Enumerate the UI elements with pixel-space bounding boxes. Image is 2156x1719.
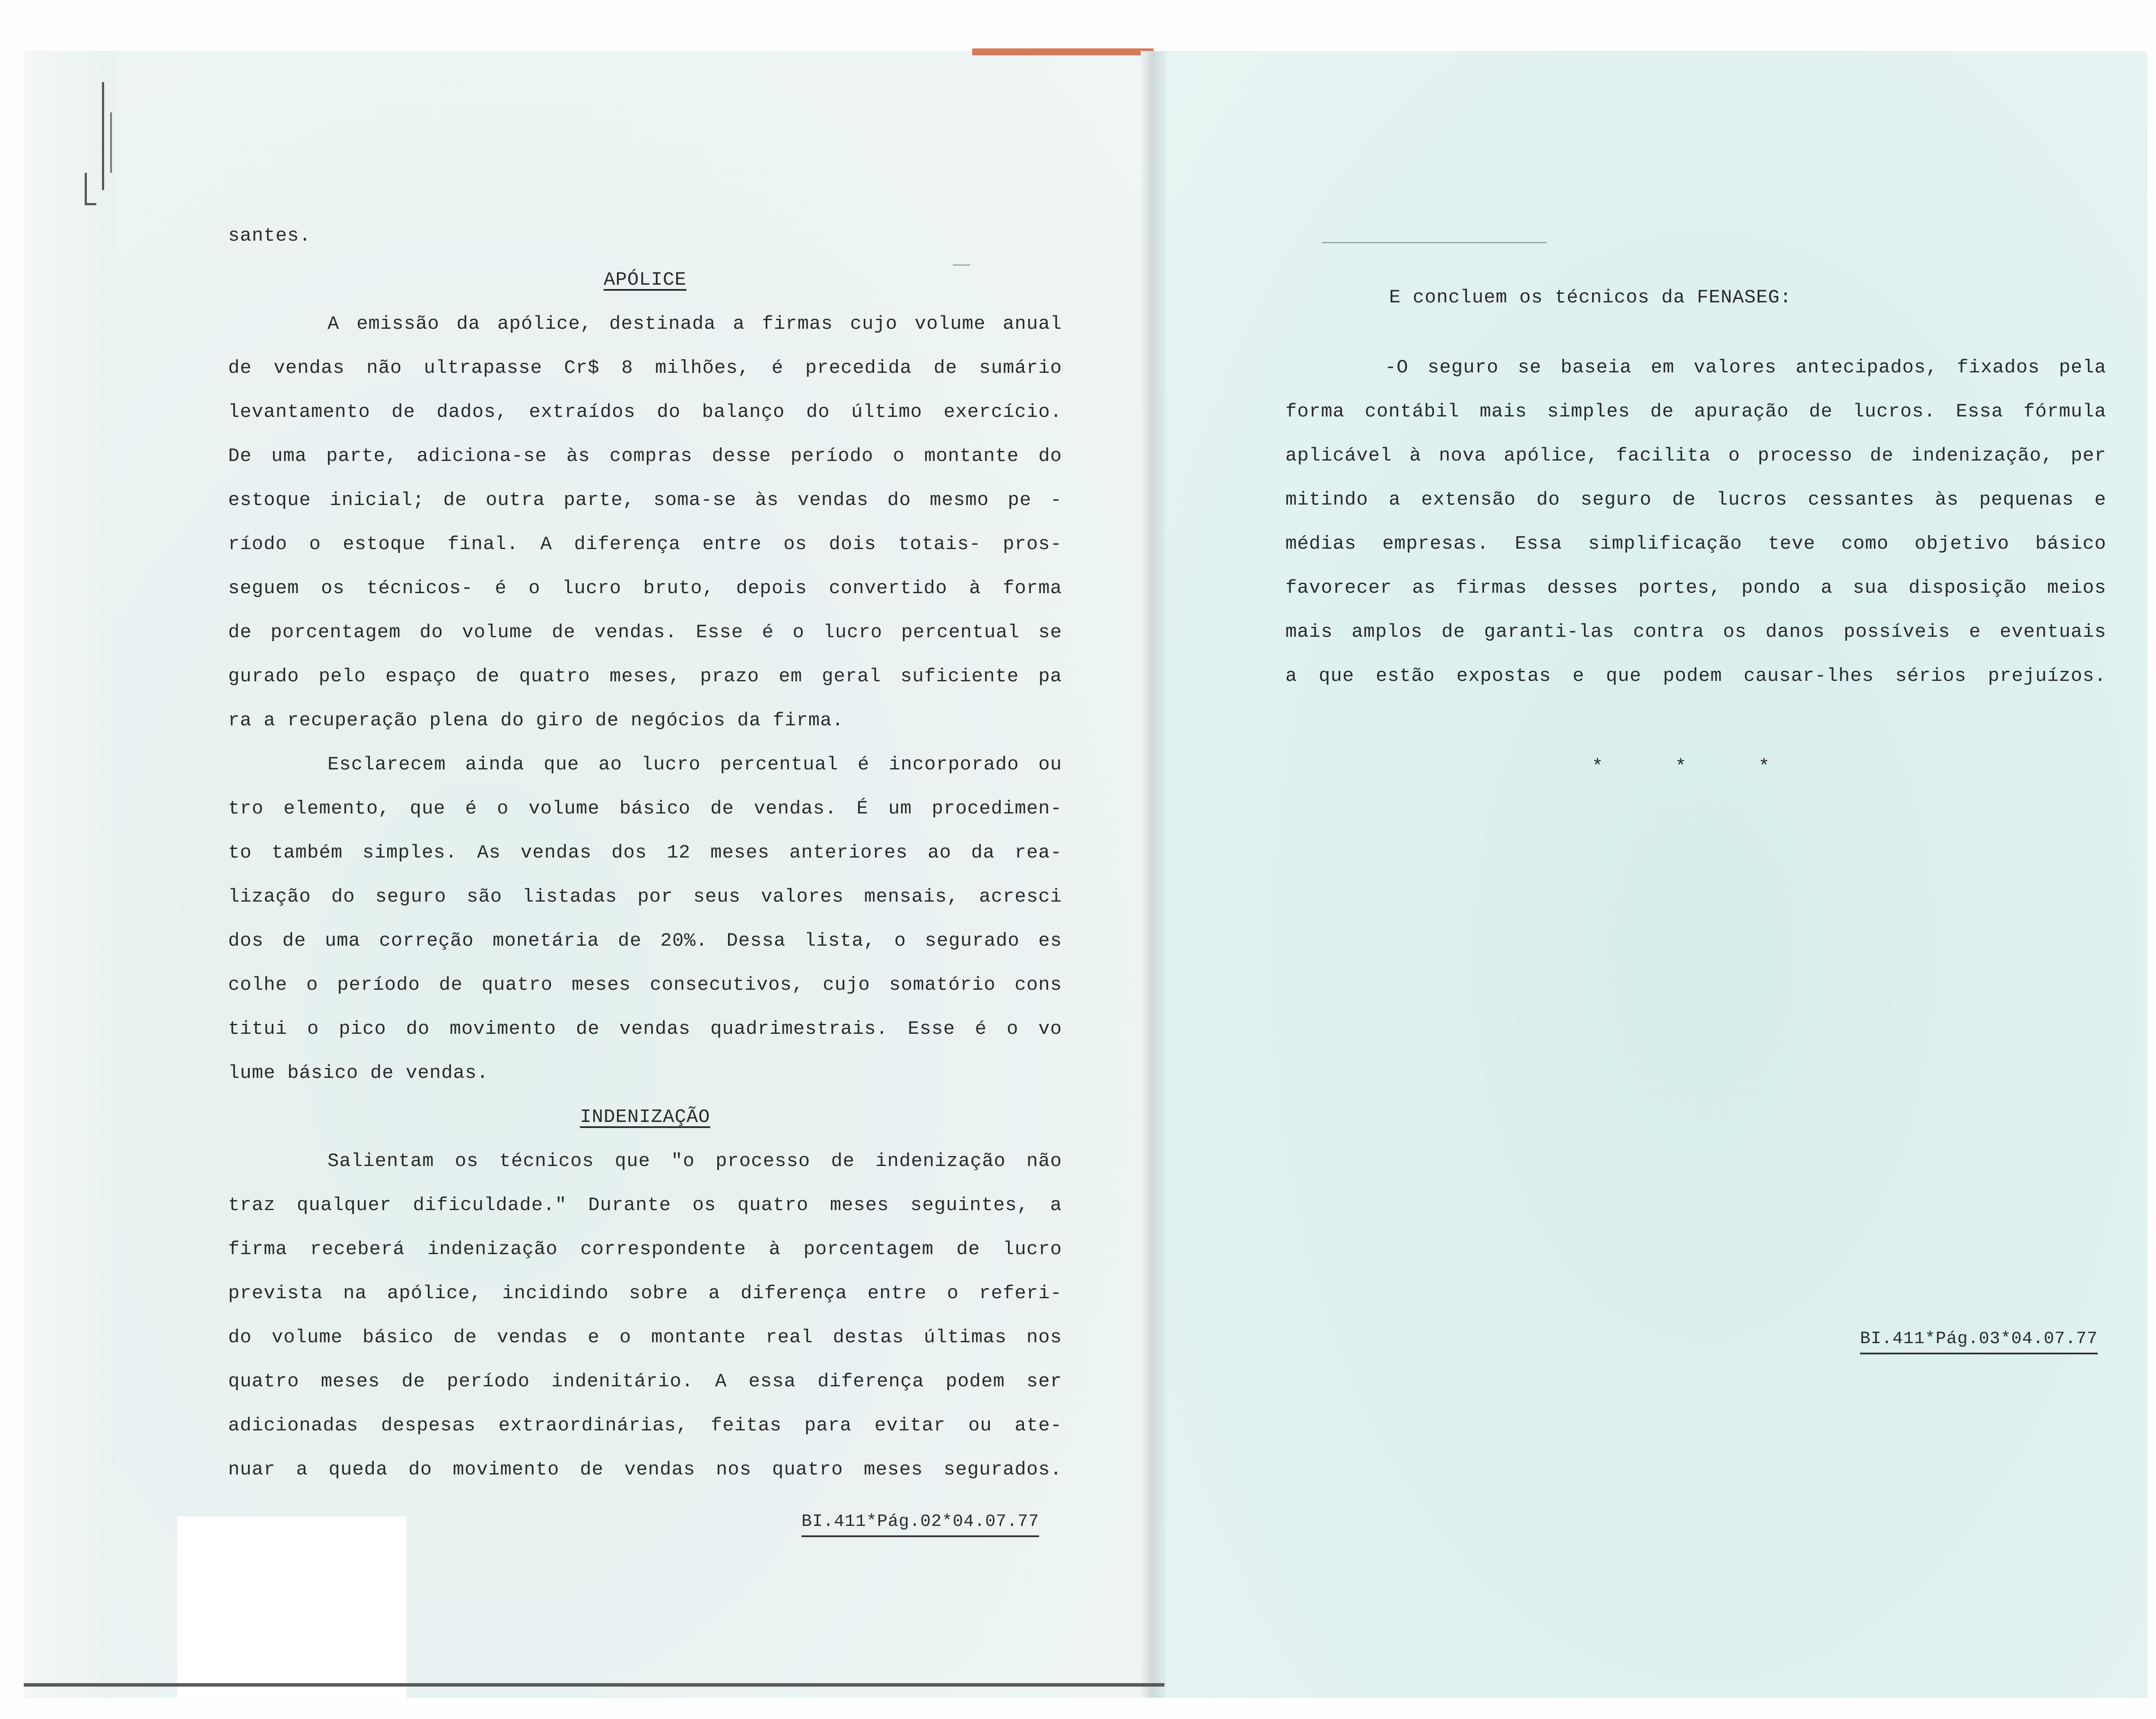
text-line: mitindo a extensão do seguro de lucros cessantes às pequenas e <box>1285 489 2106 511</box>
text-line: médias empresas. Essa simplificação teve como objetivo básico <box>1285 533 2106 555</box>
text-line: de vendas não ultrapasse Cr$ 8 milhões, é precedida de sumário <box>228 357 1062 379</box>
section-heading-apolice: APÓLICE <box>604 269 687 291</box>
paragraph-indenizacao <box>228 1139 1062 1492</box>
left-page-text <box>228 214 1062 1492</box>
text-line: santes. <box>228 225 311 247</box>
text-line: colhe o período de quatro meses consecutivos, cujo somatório cons <box>228 974 1062 996</box>
text-line: ra a recuperação plena do giro de negócios da firma. <box>228 710 844 731</box>
text-line: levantamento de dados, extraídos do balanço do último exercício. <box>228 401 1062 423</box>
text-line: De uma parte, adiciona-se às compras desse período o montante do <box>228 445 1062 467</box>
section-separator-stars: * * * <box>1591 756 1800 778</box>
paragraph-conclusion <box>1285 346 2106 698</box>
text-line: firma receberá indenização correspondente à porcentagem de lucro <box>228 1239 1062 1260</box>
left-page-edge <box>24 51 114 1698</box>
margin-mark <box>102 82 104 190</box>
text-line: titui o pico do movimento de vendas quadrimestrais. Esse é o vo <box>228 1018 1062 1040</box>
text-line: to também simples. As vendas dos 12 meses anteriores ao da rea- <box>228 842 1062 864</box>
section-heading-indenizacao: INDENIZAÇÃO <box>580 1106 710 1128</box>
text-line: aplicável à nova apólice, facilita o processo de indenização, per <box>1285 445 2106 467</box>
paper-patch <box>177 1516 406 1698</box>
text-line: Esclarecem ainda que ao lucro percentual é incorporado ou <box>328 754 1062 775</box>
faint-rule <box>1322 242 1547 243</box>
text-line: A emissão da apólice, destinada a firmas cujo volume anual <box>328 313 1062 335</box>
text-line: Salientam os técnicos que "o processo de indenização não <box>328 1150 1062 1172</box>
margin-mark <box>110 112 112 173</box>
paragraph-volume-basico <box>228 743 1062 1095</box>
text-line: lização do seguro são listadas por seus valores mensais, acresci <box>228 886 1062 908</box>
text-line: adicionadas despesas extraordinárias, feitas para evitar ou ate- <box>228 1415 1062 1436</box>
text-line: de porcentagem do volume de vendas. Esse é o lucro percentual se <box>228 622 1062 643</box>
text-line: do volume básico de vendas e o montante real destas últimas nos <box>228 1327 1062 1348</box>
text-line: favorecer as firmas desses portes, pondo a sua disposição meios <box>1285 577 2106 599</box>
page-footer-reference: BI.411*Pág.03*04.07.77 <box>1860 1328 2098 1354</box>
text-line: lume básico de vendas. <box>228 1062 489 1084</box>
page-footer-reference: BI.411*Pág.02*04.07.77 <box>801 1511 1039 1537</box>
text-line: seguem os técnicos- é o lucro bruto, depois convertido à forma <box>228 578 1062 599</box>
right-page-text <box>1285 276 2106 789</box>
paragraph-apolice <box>228 302 1062 743</box>
book-gutter <box>1141 51 1167 1698</box>
text-line: estoque inicial; de outra parte, soma-se às vendas do mesmo pe - <box>228 489 1062 511</box>
text-line: quatro meses de período indenitário. A essa diferença podem ser <box>228 1371 1062 1392</box>
page-bottom-edge <box>24 1683 1164 1687</box>
text-line: nuar a queda do movimento de vendas nos quatro meses segurados. <box>228 1459 1062 1481</box>
text-line: tro elemento, que é o volume básico de vendas. É um procedimen- <box>228 798 1062 820</box>
text-line: ríodo o estoque final. A diferença entre os dois totais- pros- <box>228 534 1062 555</box>
margin-mark <box>85 173 96 205</box>
text-line: -O seguro se baseia em valores antecipados, fixados pela <box>1385 357 2106 378</box>
text-line: E concluem os técnicos da FENASEG: <box>1389 287 1792 308</box>
text-line: traz qualquer dificuldade." Durante os quatro meses seguintes, a <box>228 1195 1062 1216</box>
text-line: mais amplos de garanti-las contra os danos possíveis e eventuais <box>1285 621 2106 643</box>
text-line: forma contábil mais simples de apuração de lucros. Essa fórmula <box>1285 401 2106 423</box>
text-line: prevista na apólice, incidindo sobre a diferença entre o referi- <box>228 1283 1062 1304</box>
text-line: dos de uma correção monetária de 20%. Dessa lista, o segurado es <box>228 930 1062 952</box>
text-line: a que estão expostas e que podem causar-lhes sérios prejuízos. <box>1285 665 2106 687</box>
page-edge-accent <box>972 48 1154 55</box>
text-line: gurado pelo espaço de quatro meses, prazo em geral suficiente pa <box>228 666 1062 687</box>
